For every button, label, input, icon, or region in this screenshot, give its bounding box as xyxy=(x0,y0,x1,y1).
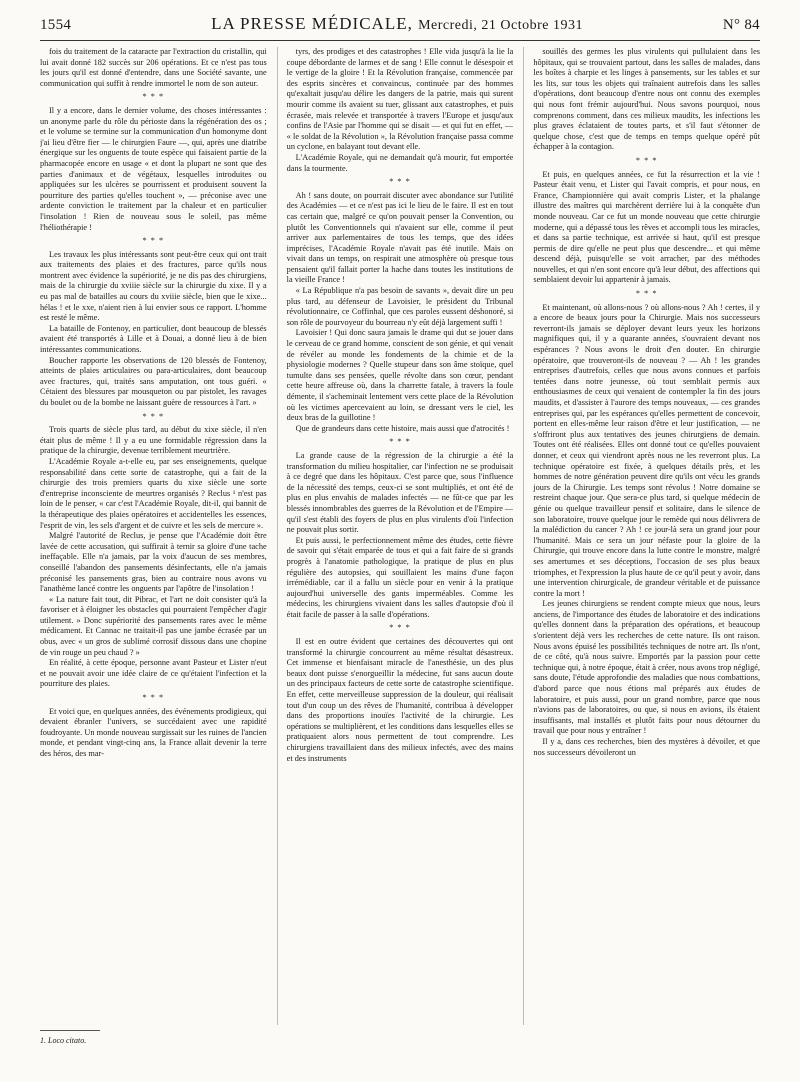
paragraph: L'Académie Royale a-t-elle eu, par ses enseignements, quelque responsabilité dans cette sorte de catastrophe, qui a fait de la chirurgie des trois premiers quarts du xixe siècle une sorte d'entreprise inconsciente de meurtres organisés ? Reclus ¹ n'est pas loin de le penser, « car c'est l'Académie Royale, dit-il, qui bannit de la thérapeutique des plaies opératoires et accidentelles les essences, l'esprit de vin, les sels d'argent et de cuivre et les sels de mercure ». xyxy=(40,456,267,530)
section-separator: * * * xyxy=(635,289,658,299)
paragraph: fois du traitement de la cataracte par l'extraction du cristallin, qui lui avait donné 182 succès sur 206 opérations. Et ce n'est pas tous les jours qu'il est donné d'entendre, dans une Société savante, une communication qui suffit à rendre immortel le nom de son auteur. xyxy=(40,47,267,88)
footnote-divider xyxy=(40,1030,100,1031)
paragraph: Il est en outre évident que certaines des découvertes qui ont transformé la chirurgie concourrent au même résultat désastreux. Cet immense et bienfaisant miracle de l'anesthésie, un des plus beaux dont puisse s'enorgueillir la médecine, fut sans aucun doute un des principaux facteurs de cette sorte de catastrophe scientifique. En effet, cette merveilleuse suppression de la douleur, qui réalisait tout d'un coup un des rêves de l'humanité, contribua à développer dans des proportions inouïes l'activité de la chirurgie. Les opérations se multiplièrent, et les conditions dans lesquelles elles se pratiquaient alors nous permettent de tout comprendre. Les chirurgiens travaillaient dans des milieux infectés, avec des mains et des instruments xyxy=(286,637,514,763)
paragraph: Il y a encore, dans le dernier volume, des choses intéressantes : un anonyme parle du rôle du périoste dans la régénération des os ; et le volume se termine sur la communication d'un homonyme dont j'ai lieu d'être fier — le chirurgien Faure —, qui, après une diatribe énergique sur les onguents de toute espèce qui faisaient partie de la pharmacopée encore en usage « et dont la plupart ne sont que des parties d'animaux et de végétaux, lesquelles introduites ou appliquées sur les ulcères se pourrissent et produisent souvent la pourriture des parties qu'elles touchent », — préconise avec une ardente conviction le traitement par la chaleur et en particulier l'insolation ! Rien de nouveau sous le soleil, pas même l'héliothérapie ! xyxy=(40,105,267,232)
page-number: 1554 xyxy=(40,17,72,33)
paragraph: Malgré l'autorité de Reclus, je pense que l'Académie doit être lavée de cette accusation, qui suffirait à ternir sa gloire d'une tache ineffaçable. Elle n'a jamais, par la voix d'aucun de ses membres, conseillé l'abandon des pansements désinfectants, elle n'a jamais préconisé les pansements gras, bien au contraire nous avons vu l'anathème lancé contre les onguents par l'apôtre de l'insolation ! xyxy=(40,531,267,594)
section-separator: * * * xyxy=(142,92,165,102)
paragraph: Boucher rapporte les observations de 120 blessés de Fontenoy, atteints de plaies articulaires ou para-articulaires, dont beaucoup avec fractures, qui, traités sans amputation, ont tous guéri. « Cétaient des blessures par mousqueton ou par pistolet, les ravages du boulet ou de la bombe ne laissant guère de ressources à l'art. » xyxy=(40,355,267,407)
paragraph: Les travaux les plus intéressants sont peut-être ceux qui ont trait aux traitements des plaies et des fractures, parce qu'ils nous montrent avec évidence la supériorité, je ne dis pas des chirurgiens, mais de la chirurgie du xviiie siècle sur la chirurgie du xixe. Il y a eu pas mal de batailles au cours du xviiie siècle, bien que le xixe... hélas ! et le xxe, n'aient rien à lui envier sous ce rapport. L'homme est resté le même. xyxy=(40,249,267,323)
section-separator: * * * xyxy=(389,437,411,447)
paragraph: « La République n'a pas besoin de savants », devait dire un peu plus tard, au défenseur de Lavoisier, le président du Tribunal révolutionnaire, ce Coffinhal, que ces paroles eussent déshonoré, si son rôle de pourvoyeur du bourreau n'y eût déjà largement suffi ! xyxy=(286,286,514,327)
paragraph: Que de grandeurs dans cette histoire, mais aussi que d'atrocités ! xyxy=(295,423,510,433)
paragraph: Et puis, en quelques années, ce fut la résurrection et la vie ! Pasteur était venu, et Lister qui l'avait compris, et pour nous, en France, Championnière qui avait compris Lister, et la phalange illustre des maîtres qui marchèrent derrière lui à la conquête d'un monde nouveau. Car ce fut un monde nouveau que cette chirurgie moderne, qui a dépassé tous les rêves et accompli tous les miracles, et dans sa partie technique, est arrivée si haut, qu'il est presque permis de dire qu'elle ne peut plus que descendre... et qui même descend déjà, puisqu'elle se voit arracher, par des méthodes nouvelles, et qui n'en sont encore qu'à leur début, des affections qui semblaient devoir lui appartenir à jamais. xyxy=(533,169,760,285)
issue-number: N° 84 xyxy=(722,17,760,33)
paragraph: En réalité, à cette époque, personne avant Pasteur et Lister n'eut et ne pouvait avoir une idée claire de ce qu'étaient l'infection et la pourriture des plaies. xyxy=(40,658,267,689)
section-separator: * * * xyxy=(142,411,165,421)
section-separator: * * * xyxy=(142,693,165,703)
issue-date: Mercredi, 21 Octobre 1931 xyxy=(418,18,584,33)
section-separator: * * * xyxy=(635,155,658,165)
column-2 xyxy=(277,47,514,1025)
paragraph: L'Académie Royale, qui ne demandait qu'à mourir, fut emportée dans la tourmente. xyxy=(286,152,514,173)
paragraph: Lavoisier ! Qui donc saura jamais le drame qui dut se jouer dans le cerveau de ce grand homme, conscient de son génie, et qui venait de révéler au monde les fondements de la chimie et de la physiologie modernes ? Quelle stupeur dans son âme stoïque, quel tumulte dans ses pensées, quelle révolte dans son cœur, pendant cette heure affreuse où, dans la charrette fatale, à travers la foule démente, il s'acheminait lentement vers cette place de la Révolution où les victimes apercevaient au loin, se dressant vers le ciel, les deux bras de la guillotine ! xyxy=(286,328,514,423)
paragraph: Il y a, dans ces recherches, bien des mystères à dévoiler, et que nos successeurs dévoileront un xyxy=(533,737,760,757)
section-separator: * * * xyxy=(389,177,411,187)
section-separator: * * * xyxy=(389,623,411,633)
paragraph: « La nature fait tout, dit Pibrac, et l'art ne doit consister qu'à la favoriser et à éloigner les obstacles qui pourraient l'empêcher d'agir utilement. » Donc supériorité des pansements rares avec le même médicament. Et Cannac ne traitait-il pas une jambe écrasée par un obus, avec « un gros de sublimé corrosif dissous dans une chopine de vin rouge un peu chaud ? » xyxy=(40,594,267,657)
column-1 xyxy=(40,47,267,1025)
paragraph: Les jeunes chirurgiens se rendent compte mieux que nous, leurs anciens, de l'importance des études de laboratoire et des indications qu'elles donnent dans la préparation des opérations, et beaucoup s'orientent déjà vers les recherches de cette nature. Ils ont raison. Nous avons épuisé les possibilités techniques de notre art. Ils n'ont, de ce côté, qu'à nous suivre. Emportés par la passion pour cette technique qui, à notre époque, était à créer, nous avons trop négligé, sans doute, l'étude approfondie des maladies que nous combattions, d'abord parce que nous étions mal préparés aux études de laboratoire, et puis aussi, pour un grand nombre, parce que nous n'avions pas de laboratoires, ou que, si nous en avions, ils étaient insuffisants, mal installés et plutôt faits pour nous détourner du travail que pour nous y entraîner ! xyxy=(533,599,760,736)
paragraph: Et puis aussi, le perfectionnement même des études, cette fièvre de savoir qui s'était emparée de tous et qui a fait faire de si grands progrès à l'anatomie pathologique, la pratique de plus en plus régulière des autopsies, qui souillaient les mains d'une façon irrémédiable, car il a fallu un siècle pour en venir à la pratique aujourd'hui universelle des gants imperméables. Comme les médecins, les chirurgiens vivaient dans les salles d'autopsie d'où il était facile de passer à la salle d'opérations. xyxy=(286,535,514,619)
journal-title-line xyxy=(211,14,583,34)
paragraph: La grande cause de la régression de la chirurgie a été la transformation du milieu hospitalier, car l'infection ne se produisait à ce degré que dans les hôpitaux. C'est parce que, sous l'influence de la nécessité des temps, ceux-ci se sont multipliés, et ont été de plus en plus envahis de malades infectés — ne fût-ce que par les blessés innombrables des guerres de la Révolution et de l'Empire — qu'il s'est établi des foyers de plus en plus virulents d'où l'infection ne pouvait plus sortir. xyxy=(286,450,514,535)
page-header xyxy=(40,14,760,41)
article-columns xyxy=(40,47,760,1025)
paragraph: La bataille de Fontenoy, en particulier, dont beaucoup de blessés avaient été transportés à Lille et à Douai, a donné lieu à de bien intéressantes communications. xyxy=(40,323,267,355)
paragraph: tyrs, des prodiges et des catastrophes ! Elle vida jusqu'à la lie la coupe débordante de larmes et de sang ! Elle connut le désespoir et le vertige de la gloire ! Et la Révolution française, commencée par des esprits sincères et convaincus, continuée par des hommes qu'exaltait jusqu'au délire les dangers de la patrie, mais qui surent mourir comme ils avaient su tuer, glissant aux catastrophes, et puis écrasée, mais relevée et transportée à travers l'Europe et jusqu'aux confins de l'Asie par l'homme qui se disait — et qui fut en effet, — « le soldat de la Révolution », la Révolution française passa comme un cyclone, en balayant tout devant elle. xyxy=(286,47,514,152)
paragraph: Et maintenant, où allons-nous ? où allons-nous ? Ah ! certes, il y a encore de beaux jours pour la Chirurgie. Mais nos successeurs reverront-ils jamais se déployer devant leurs yeux les horizons magnifiques qui, il y a quarante années, s'ouvraient devant nos espérances ? Nous avons le droit d'en douter. En chirurgie opératoire, que trouveront-ils de nouveau ? — Ah ! les grandes entreprises d'autrefois, celles que nous avons connues et parfois tentées dans notre jeunesse, où tout semblait permis aux enthousiasmes de ceux qui venaient de contempler la fin des jours maudits, et d'assister à l'aurore des temps nouveaux, — ces grandes entreprises qui, par les espérances qu'elles permettent de concevoir, portent en elles-même leur raison d'être et leur justification, — ne s'offriront plus aux tentatives des jeunes chirurgiens de demain. Toutes ont été réalisées. Elles ont donné tout ce qu'elles pouvaient donner, et ceux qui viendront après nous ne les reverront plus. La technique opératoire est fixée, à quelques détails près, et les hommes de notre génération peuvent dire qu'ils ont vécu les grands jours de la Chirurgie. Les temps sont révolus ! Notre domaine se restreint chaque jour. Que sera-ce plus tard, si quelque médecin de génie ou quelque travailleur pensif et solitaire, dans le silence de son laboratoire, trouve quelque jour le remède qui nous délivrera de la malédiction du cancer ? Ah ! ce jour-là sera un grand jour pour l'humanité. Mais ce sera un jour néfaste pour la gloire de la Chirurgie, qui trouve encore dans la lutte contre le monstre, malgré ses amertumes et ses déceptions, l'occasion de ses plus beaux triomphes, et l'expression la plus haute de ce qu'il peut y avoir, dans une intervention chirurgicale, de grandeur véritable et de puissance contre la mort ! xyxy=(533,302,760,598)
paragraph: Et voici que, en quelques années, des événements prodigieux, qui devaient ébranler l'univers, se succédaient avec une rapidité foudroyante. Un monde nouveau surgissait sur les ruines de l'ancien monde, et pendant vingt-cinq ans, la France allait devenir la terre des héros, des mar- xyxy=(40,706,267,758)
section-separator: * * * xyxy=(142,236,165,246)
paragraph: souillés des germes les plus virulents qui pullulaient dans les hôpitaux, qui se trouvaient partout, dans les salles de malades, dans les boîtes à charpie et les linges à pansements, sur les tables et sur les lits, sur tous les objets qui traînaient autrefois dans les salles d'opérations, dont beaucoup d'entre nous ont connu des exemples qui nous font frémir aujourd'hui. Nous savons pourquoi, nous comprenons comment, dans ces milieux maudits, les infections les plus graves éclataient de toutes parts, et s'il faut s'étonner de quelque chose, c'est que de temps en temps quelque opéré pût échapper à la contagion. xyxy=(533,47,760,152)
footnote: 1. Loco citato. xyxy=(40,1036,87,1045)
paragraph: Trois quarts de siècle plus tard, au début du xixe siècle, il n'en était plus de même ! Il y a eu une formidable régression dans la pratique de la chirurgie, devenue terriblement meurtrière. xyxy=(40,425,267,456)
paragraph: Ah ! sans doute, on pourrait discuter avec abondance sur l'utilité des Académies — et ce n'est pas ici le lieu de le faire. Il est en tout cas certain que, malgré ce qu'on pouvait penser la Convention, ou plutôt les Conventionnels qui n'avaient sur elle, comme il peut arriver aux parlementaires de tous les temps, que des idées imprécises, l'Académie Royale n'avait pas été inutile. Mais on vivait dans un temps, on respirait une atmosphère où presque tous pensaient qu'il fallait porter la hache dans toutes les institutions de la vieille France ! xyxy=(286,190,514,285)
journal-title: LA PRESSE MÉDICALE, xyxy=(211,14,413,33)
column-3 xyxy=(523,47,760,1025)
